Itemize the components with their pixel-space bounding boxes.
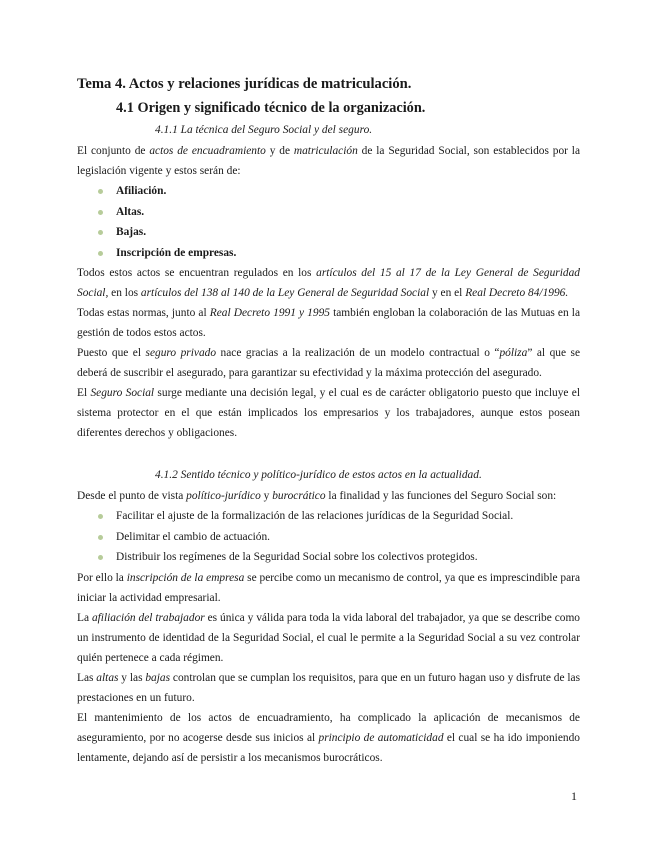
paragraph-10	[77, 708, 580, 768]
subsection-title-2: 4.1.2 Sentido técnico y político-jurídico de estos actos en la actualidad.	[155, 469, 482, 481]
text-run: es única y válida para toda la vida laboral del trabajador, ya que se describe como un instrumento de identidad de la Seguridad Social, el cual le permite a la Seguridad Social a su vez controlar quién pertenece a cada régimen.	[77, 611, 581, 664]
paragraph-9	[77, 668, 580, 708]
italic-run: inscripción de la empresa	[126, 571, 245, 584]
paragraph-4	[77, 343, 580, 383]
bullet-icon	[98, 230, 103, 235]
list-item-label: Afiliación.	[116, 185, 167, 197]
list-item-label: Distribuir los regímenes de la Seguridad Social sobre los colectivos protegidos.	[116, 551, 478, 563]
text-run: El conjunto de	[77, 145, 150, 157]
italic-run: altas	[96, 671, 119, 684]
text-run: y las	[118, 671, 146, 684]
italic-run: Seguro Social	[90, 387, 155, 399]
italic-run: afiliación del trabajador	[91, 611, 205, 624]
text-run: y en el	[429, 287, 466, 299]
italic-run: póliza	[499, 347, 528, 359]
list-item-label: Bajas.	[116, 226, 147, 238]
list-item	[77, 222, 580, 243]
text-run: y de	[265, 145, 294, 157]
bullet-icon	[98, 210, 103, 215]
paragraph-6	[77, 486, 580, 506]
text-run: Puesto que el	[77, 347, 146, 359]
text-run: El	[77, 387, 91, 399]
italic-run: Real Decreto 84/1996.	[465, 287, 569, 299]
list-item	[77, 202, 580, 223]
list-item-label: Inscripción de empresas.	[116, 246, 237, 259]
text-run: surge mediante una decisión legal, y el cual es de carácter obligatorio puesto que incluye el sistema protector en el que están implicados los empresarios y los trabajadores, aunque estos posean diferentes derechos y obligaciones.	[77, 387, 580, 439]
text-run: La	[77, 611, 92, 624]
bullet-icon	[98, 514, 103, 519]
text-run: también engloban la colaboración de las Mutuas en la gestión de todos estos actos.	[77, 307, 580, 339]
text-run: Por ello la	[77, 571, 127, 584]
text-run: Las	[77, 671, 97, 684]
list-item-label: Delimitar el cambio de actuación.	[116, 530, 271, 543]
text-run: de la Seguridad Social, son establecidos por la legislación vigente y estos serán de:	[77, 145, 581, 177]
paragraph-3	[77, 303, 580, 343]
paragraph-1	[77, 141, 580, 181]
italic-run: burocrático	[272, 490, 326, 502]
italic-run: actos de encuadramiento	[149, 145, 266, 157]
list-item	[77, 243, 580, 264]
text-run: El mantenimiento de los actos de encuadramiento, ha complicado la aplicación de mecanismos de aseguramiento, por no acogerse desde sus inicios al	[77, 711, 580, 744]
block-intro	[77, 141, 580, 443]
list-item	[77, 181, 580, 202]
italic-run: matriculación	[293, 145, 358, 157]
text-run: ” al que se deberá de suscribir el asegurado, para garantizar su efectividad y la máxima protección del asegurado.	[77, 347, 580, 379]
italic-run: principio de automaticidad	[318, 731, 444, 744]
italic-run: bajas	[145, 671, 171, 684]
functions-list	[77, 506, 580, 568]
bullet-icon	[98, 189, 103, 194]
text-run: Desde el punto de vista	[77, 490, 187, 502]
list-item	[77, 527, 580, 548]
text-run: se percibe como un mecanismo de control, ya que es imprescindible para iniciar la actividad empresarial.	[77, 571, 581, 604]
paragraph-7	[77, 568, 580, 608]
text-run: Todos estos actos se encuentran regulados en los	[77, 267, 317, 279]
bullet-icon	[98, 251, 103, 256]
text-run: Todas estas normas, junto al	[77, 307, 210, 319]
italic-run: artículos del 15 al 17 de la Ley General de Seguridad Social,	[77, 267, 580, 299]
bullet-icon	[98, 535, 103, 540]
italic-run: artículos del 138 al 140 de la Ley General de Seguridad Social	[140, 287, 430, 299]
document-title: Tema 4. Actos y relaciones jurídicas de matriculación.	[77, 76, 412, 92]
paragraph-2	[77, 263, 580, 303]
paragraph-5	[77, 383, 580, 443]
text-run: el cual se ha ido imponiendo lentamente, dejando así de persistir a los mecanismos burocráticos.	[77, 731, 580, 764]
subsection-title-1: 4.1.1 La técnica del Seguro Social y del seguro.	[155, 124, 373, 136]
list-item	[77, 506, 580, 527]
text-run: controlan que se cumplan los requisitos, para que en un futuro hagan uso y disfrute de las prestaciones en un futuro.	[77, 671, 581, 704]
italic-run: Real Decreto 1991 y 1995	[209, 307, 330, 319]
italic-run: político-jurídico	[186, 490, 261, 502]
text-run: en los	[108, 287, 141, 299]
text-run: nace gracias a la realización de un modelo contractual o “	[216, 347, 500, 359]
italic-run: seguro privado	[145, 347, 217, 359]
text-run: y	[260, 490, 273, 502]
section-title: 4.1 Origen y significado técnico de la organización.	[116, 100, 426, 116]
text-run: la finalidad y las funciones del Seguro Social son:	[325, 490, 557, 502]
paragraph-8	[77, 608, 580, 668]
bullet-icon	[98, 555, 103, 560]
list-item-label: Facilitar el ajuste de la formalización de las relaciones jurídicas de la Seguridad Social.	[116, 510, 514, 522]
list-item	[77, 547, 580, 568]
list-item-label: Altas.	[116, 205, 145, 218]
page-number: 1	[571, 789, 577, 803]
act-types-list	[77, 181, 580, 263]
block-functions	[77, 486, 580, 768]
